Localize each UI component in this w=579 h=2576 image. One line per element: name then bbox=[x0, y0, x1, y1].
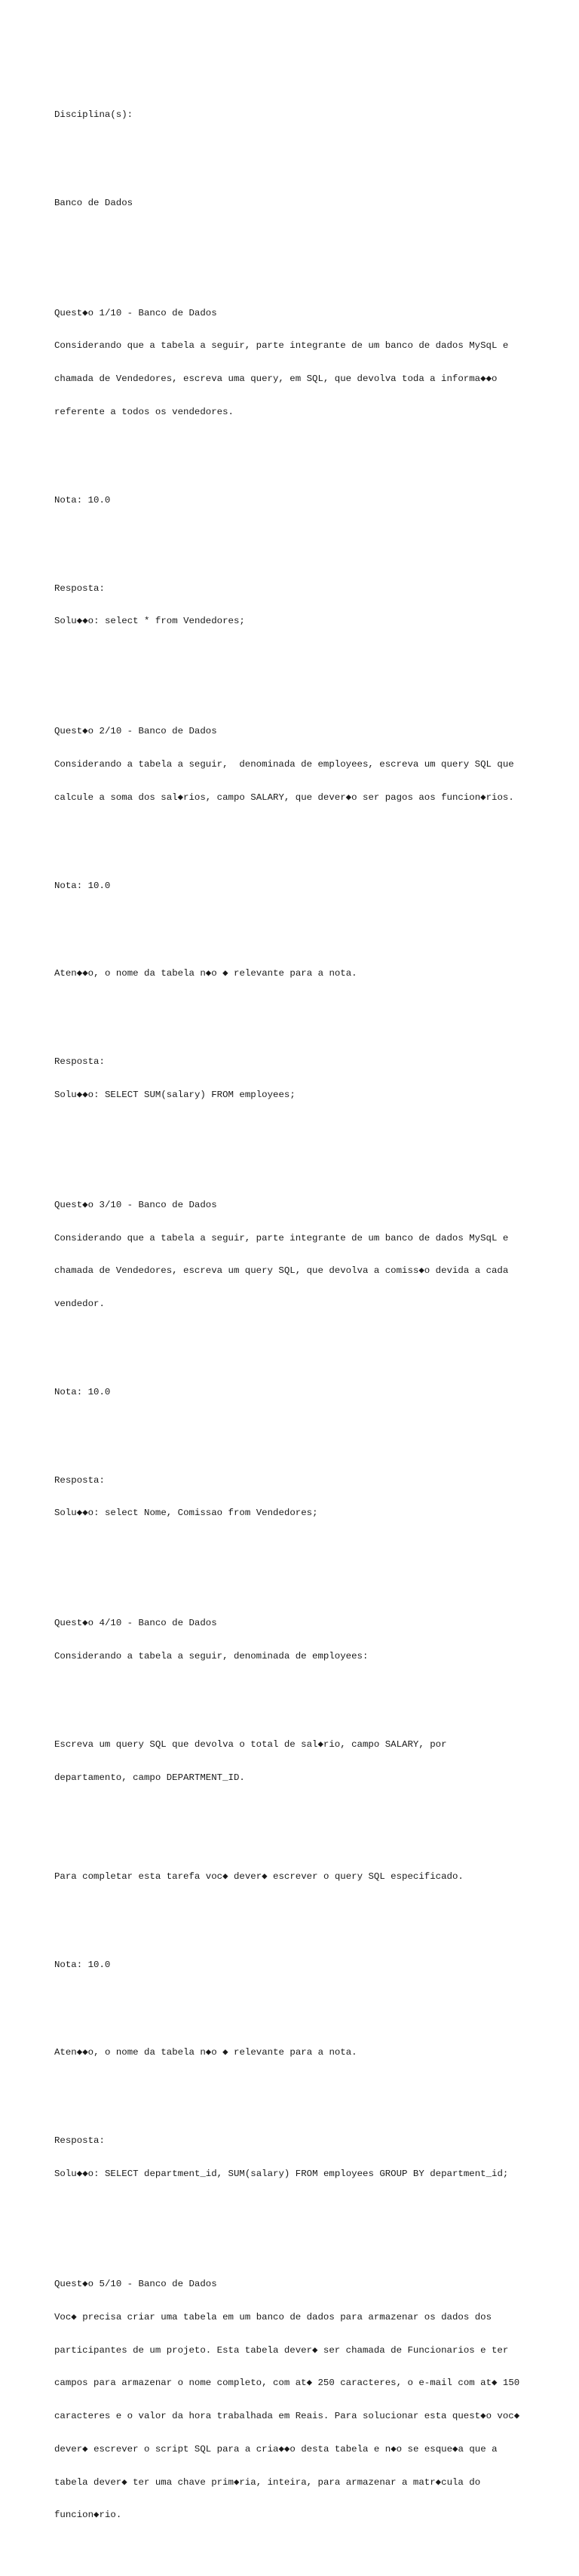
question-statement-line: caracteres e o valor da hora trabalhada em Reais. Para solucionar esta quest◆o voc◆ bbox=[54, 2411, 520, 2422]
question-1 bbox=[54, 285, 567, 439]
attention-note: Aten◆◆o, o nome da tabela n◆o ◆ relevante para a nota. bbox=[54, 968, 357, 979]
question-statement-line: dever◆ escrever o script SQL para a cria◆◆o desta tabela e n◆o se esque◆a que a bbox=[54, 2443, 498, 2455]
question-3-answer bbox=[54, 1452, 567, 1541]
question-title: Quest◆o 5/10 - Banco de Dados bbox=[54, 2278, 217, 2289]
solution-text: Solu◆◆o: select * from Vendedores; bbox=[54, 616, 245, 627]
question-statement-line: chamada de Vendedores, escreva uma query, em SQL, que devolva toda a informa◆◆o bbox=[54, 373, 498, 385]
question-1-grade bbox=[54, 473, 567, 528]
question-4-task bbox=[54, 1717, 567, 1806]
question-3 bbox=[54, 1178, 567, 1332]
question-4 bbox=[54, 1596, 567, 1684]
answer-label: Resposta: bbox=[54, 1474, 105, 1486]
disciplina-label: Disciplina(s): bbox=[54, 109, 133, 120]
question-4-attention bbox=[54, 2025, 567, 2080]
question-4-instruction bbox=[54, 1849, 567, 1904]
grade-text: Nota: 10.0 bbox=[54, 1386, 111, 1397]
question-2 bbox=[54, 704, 567, 825]
answer-label: Resposta: bbox=[54, 1056, 105, 1068]
question-statement-line: Considerando que a tabela a seguir, parte integrante de um banco de dados MySqL e bbox=[54, 340, 509, 352]
answer-label: Resposta: bbox=[54, 2135, 105, 2147]
document-page bbox=[54, 54, 567, 2576]
course-section bbox=[54, 176, 567, 231]
grade-text: Nota: 10.0 bbox=[54, 1959, 111, 1970]
question-statement-line: chamada de Vendedores, escreva um query SQL, que devolva a comiss◆o devida a cada bbox=[54, 1265, 509, 1277]
question-statement-line: Voc◆ precisa criar uma tabela em um banco de dados para armazenar os dados dos bbox=[54, 2311, 492, 2322]
question-1-answer bbox=[54, 561, 567, 649]
solution-text: Solu◆◆o: SELECT SUM(salary) FROM employees; bbox=[54, 1089, 296, 1100]
question-3-grade bbox=[54, 1365, 567, 1420]
question-2-grade bbox=[54, 858, 567, 913]
grade-text: Nota: 10.0 bbox=[54, 880, 111, 891]
question-statement-line: tabela dever◆ ter uma chave prim◆ria, inteira, para armazenar a matr◆cula do bbox=[54, 2476, 481, 2488]
course-name: Banco de Dados bbox=[54, 197, 133, 208]
question-4-answer bbox=[54, 2113, 567, 2202]
question-title: Quest◆o 2/10 - Banco de Dados bbox=[54, 726, 217, 737]
question-statement-line: funcion◆rio. bbox=[54, 2510, 122, 2521]
attention-note: Aten◆◆o, o nome da tabela n◆o ◆ relevante para a nota. bbox=[54, 2047, 357, 2058]
answer-label: Resposta: bbox=[54, 583, 105, 594]
question-statement-line: calcule a soma dos sal◆rios, campo SALARY, que dever◆o ser pagos aos funcion◆rios. bbox=[54, 792, 514, 803]
question-title: Quest◆o 1/10 - Banco de Dados bbox=[54, 307, 217, 318]
solution-text: Solu◆◆o: select Nome, Comissao from Vendedores; bbox=[54, 1508, 318, 1519]
task-instruction: Para completar esta tarefa voc◆ dever◆ escrever o query SQL especificado. bbox=[54, 1871, 464, 1882]
question-statement-line: participantes de um projeto. Esta tabela dever◆ ser chamada de Funcionarios e ter bbox=[54, 2344, 509, 2356]
question-statement-line: vendedor. bbox=[54, 1299, 105, 1310]
question-2-attention bbox=[54, 946, 567, 1001]
question-2-answer bbox=[54, 1034, 567, 1123]
grade-text: Nota: 10.0 bbox=[54, 494, 111, 506]
solution-text: Solu◆◆o: SELECT department_id, SUM(salary) FROM employees GROUP BY department_id; bbox=[54, 2169, 509, 2179]
question-statement-line: Escreva um query SQL que devolva o total de sal◆rio, campo SALARY, por bbox=[54, 1738, 447, 1750]
question-statement-line: Considerando a tabela a seguir, denominada de employees, escreva um query SQL que bbox=[54, 759, 514, 770]
question-statement-line: Considerando que a tabela a seguir, parte integrante de um banco de dados MySqL e bbox=[54, 1232, 509, 1243]
question-4-grade bbox=[54, 1938, 567, 1993]
question-statement-line: campos para armazenar o nome completo, com at◆ 250 caracteres, o e-mail com at◆ 150 bbox=[54, 2378, 520, 2389]
question-5 bbox=[54, 2257, 567, 2543]
disciplina-section bbox=[54, 88, 567, 143]
question-statement-line: departamento, campo DEPARTMENT_ID. bbox=[54, 1772, 245, 1783]
question-statement-line: Considerando a tabela a seguir, denominada de employees: bbox=[54, 1651, 369, 1662]
question-title: Quest◆o 4/10 - Banco de Dados bbox=[54, 1618, 217, 1629]
question-title: Quest◆o 3/10 - Banco de Dados bbox=[54, 1199, 217, 1210]
question-statement-line: referente a todos os vendedores. bbox=[54, 407, 234, 417]
